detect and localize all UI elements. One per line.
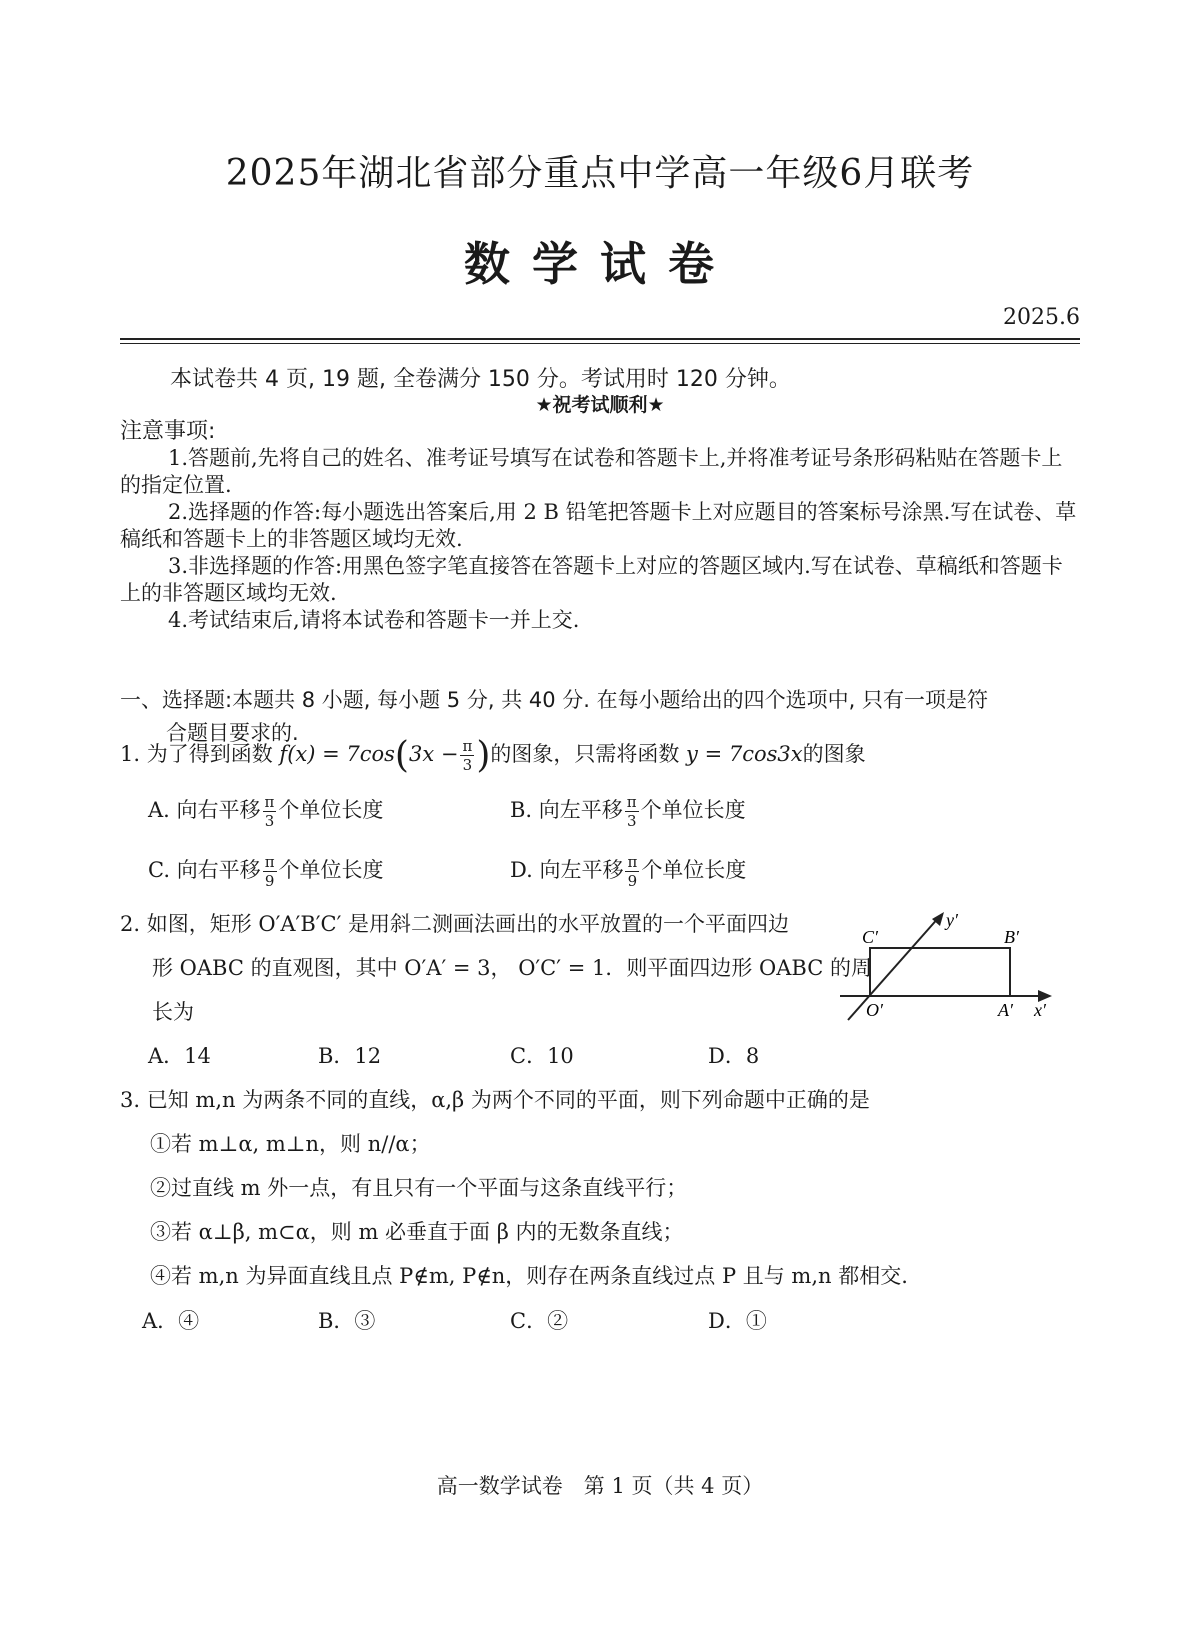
q1-option-c-pre: 向右平移	[176, 858, 261, 882]
q1-pre: 为了得到函数	[146, 742, 273, 766]
header-rule-thin	[120, 343, 1080, 344]
q1-number: 1.	[120, 742, 141, 766]
exam-date: 2025.6	[1003, 305, 1080, 330]
label-b: B′	[1004, 927, 1019, 947]
q1-option-b-pre: 向左平移	[538, 798, 623, 822]
q3-option-b[interactable]: B．③	[318, 1309, 376, 1333]
q1-option-c[interactable]	[148, 853, 384, 890]
q3-number: 3.	[120, 1088, 141, 1112]
q3-proposition-4: ④若 m,n 为异面直线且点 P∉m, P∉n，则存在两条直线过点 P 且与 m,n 都相交.	[150, 1264, 908, 1288]
q2-option-c[interactable]: C．10	[510, 1044, 574, 1068]
header-rule-thick	[120, 338, 1080, 340]
exam-main-title: 2025年湖北省部分重点中学高一年级6月联考	[225, 153, 975, 194]
q1-paren-left: (	[394, 735, 409, 776]
q1-option-a-frac	[263, 793, 277, 830]
label-c: C′	[862, 927, 878, 947]
q3-proposition-1: ①若 m⊥α, m⊥n，则 n//α；	[150, 1132, 431, 1156]
q1-option-a-letter: A.	[148, 798, 170, 822]
q1-option-b-den: 3	[626, 812, 637, 830]
label-o: O′	[866, 1000, 883, 1020]
q1-option-a-post: 个单位长度	[278, 798, 384, 822]
q3-proposition-3: ③若 α⊥β, m⊂α，则 m 必垂直于面 β 内的无数条直线；	[150, 1220, 684, 1244]
q1-option-b-letter: B.	[510, 798, 533, 822]
q2-option-a[interactable]: A．14	[148, 1044, 211, 1068]
label-a: A′	[998, 1000, 1013, 1020]
q1-g: y = 7cos3x	[686, 742, 803, 766]
q1-option-c-post: 个单位长度	[278, 858, 384, 882]
note-item-1: 1.答题前,先将自己的姓名、准考证号填写在试卷和答题卡上,并将准考证号条形码粘贴在答题卡上的指定位置.	[120, 446, 1063, 497]
question-3-stem	[120, 1084, 870, 1114]
q1-paren-right: )	[476, 735, 491, 776]
question-2-line3: 长为	[152, 1000, 194, 1024]
q1-option-d-num: π	[627, 853, 638, 871]
q2-text-line1: 如图，矩形 O′A′B′C′ 是用斜二测画法画出的水平放置的一个平面四边	[146, 912, 790, 936]
q1-option-b-frac	[625, 793, 639, 830]
note-item-3: 3.非选择题的作答:用黑色签字笔直接答在答题卡上对应的答题区域内.写在试卷、草稿纸和答题卡上的非答题区域均无效.	[120, 554, 1063, 605]
label-y: y′	[946, 912, 958, 930]
good-luck-line: ★祝考试顺利★	[535, 394, 665, 416]
q1-post: 的图象	[802, 742, 866, 766]
exam-info: 本试卷共 4 页, 19 题, 全卷满分 150 分。考试用时 120 分钟。	[170, 367, 791, 392]
q1-option-a-den: 3	[264, 812, 275, 830]
q2-number: 2.	[120, 912, 141, 936]
question-2-line1	[120, 908, 789, 938]
q1-option-a-num: π	[264, 793, 275, 811]
q1-option-b-num: π	[626, 793, 637, 811]
q2-option-d[interactable]: D．8	[708, 1044, 760, 1068]
q1-fraction	[460, 737, 474, 774]
q1-option-a[interactable]	[148, 793, 383, 830]
q3-option-c[interactable]: C．②	[510, 1309, 569, 1333]
q1-option-d-letter: D.	[510, 858, 533, 882]
page-footer: 高一数学试卷 第 1 页（共 4 页）	[436, 1474, 764, 1498]
q1-option-d-post: 个单位长度	[641, 858, 747, 882]
notes-list	[120, 445, 1080, 634]
q1-frac-num: π	[462, 737, 473, 755]
q1-option-b-post: 个单位长度	[640, 798, 746, 822]
q1-option-a-pre: 向右平移	[176, 798, 261, 822]
q3-option-a[interactable]: A．④	[142, 1309, 200, 1333]
q1-option-d-frac	[625, 853, 639, 890]
question-2-line2: 形 OABC 的直观图，其中 O′A′ = 3， O′C′ = 1．则平面四边形 OABC 的周	[152, 956, 872, 980]
q1-option-d-den: 9	[627, 872, 638, 890]
q1-mid: 的图象，只需将函数	[490, 742, 680, 766]
q1-option-c-letter: C.	[148, 858, 170, 882]
q3-option-d[interactable]: D．①	[708, 1309, 767, 1333]
section-1-line2: 合题目要求的.	[166, 721, 299, 745]
q1-option-d-pre: 向左平移	[539, 858, 624, 882]
note-item-2: 2.选择题的作答:每小题选出答案后,用 2 B 铅笔把答题卡上对应题目的答案标号涂黑.写在试卷、草稿纸和答题卡上的非答题区域均无效.	[120, 500, 1077, 551]
q1-option-b[interactable]	[510, 793, 746, 830]
section-1-line1: 一、选择题:本题共 8 小题, 每小题 5 分, 共 40 分. 在每小题给出的四个选项中, 只有一项是符	[120, 688, 988, 712]
q3-proposition-2: ②过直线 m 外一点，有且只有一个平面与这条直线平行；	[150, 1176, 688, 1200]
q2-option-b[interactable]: B．12	[318, 1044, 382, 1068]
notes-heading: 注意事项:	[120, 419, 216, 444]
label-x: x′	[1034, 1000, 1046, 1020]
q1-option-c-frac	[263, 853, 277, 890]
exam-subject-title: 数学试卷	[464, 237, 736, 291]
q1-inner: 3x −	[408, 742, 459, 766]
q1-option-c-num: π	[264, 853, 275, 871]
q1-option-d[interactable]	[510, 853, 746, 890]
q1-fx: f(x) = 7cos	[279, 742, 395, 766]
question-1-stem	[120, 735, 866, 776]
note-item-4: 4.考试结束后,请将本试卷和答题卡一并上交.	[168, 608, 580, 632]
oblique-projection-diagram	[840, 912, 1060, 1030]
q3-stem-text: 已知 m,n 为两条不同的直线，α,β 为两个不同的平面，则下列命题中正确的是	[146, 1088, 870, 1112]
q1-frac-den: 3	[462, 756, 473, 774]
q1-option-c-den: 9	[264, 872, 275, 890]
